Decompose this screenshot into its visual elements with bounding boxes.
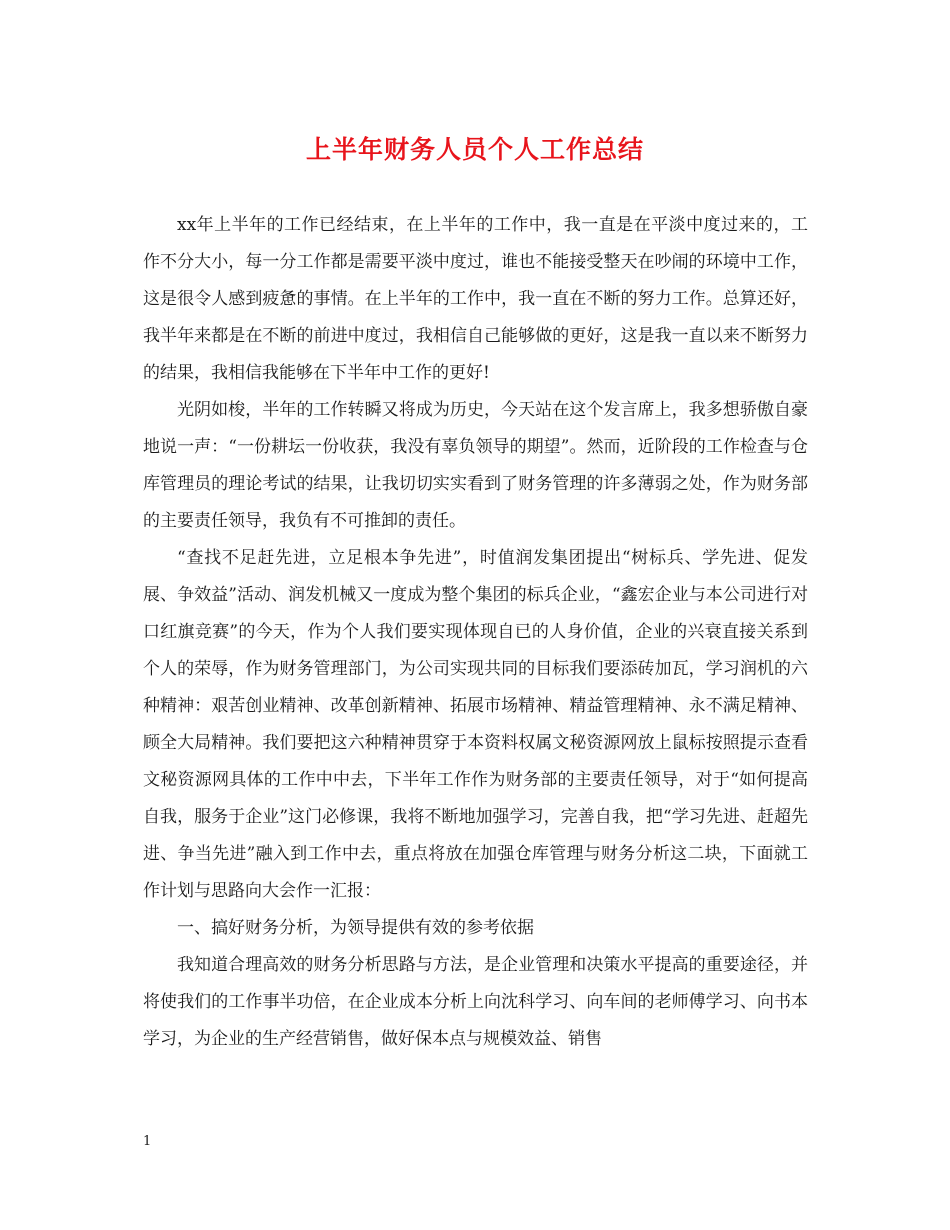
section-heading-1: 一、搞好财务分析，为领导提供有效的参考依据 [177,918,534,938]
paragraph-4: 我知道合理高效的财务分析思路与方法，是企业管理和决策水平提高的重要途径，并将使我们的工作事半功倍，在企业成本分析上向沈科学习、向车间的老师傅学习、向书本学习，为企业的生产经营销售，做好保本点与规模效益、销售 [143,955,808,1049]
document-title: 上半年财务人员个人工作总结 [305,135,644,164]
paragraph-2: 光阴如梭，半年的工作转瞬又将成为历史，今天站在这个发言席上，我多想骄傲自豪地说一声：“一份耕坛一份收获，我没有辜负领导的期望”。然而，近阶段的工作检查与仓库管理员的理论考试的结果，让我切切实实看到了财务管理的许多薄弱之处，作为财务部的主要责任领导，我负有不可推卸的责任。 [143,400,808,531]
document-body [143,207,808,1058]
paragraph-3: “查找不足赶先进，立足根本争先进”，时值润发集团提出“树标兵、学先进、促发展、争效益”活动、润发机械又一度成为整个集团的标兵企业，“鑫宏企业与本公司进行对口红旗竞赛”的今天，作为个人我们要实现体现自已的人身价值，企业的兴衰直接关系到个人的荣辱，作为财务管理部门，为公司实现共同的目标我们要添砖加瓦，学习润机的六种精神：艰苦创业精神、改革创新精神、拓展市场精神、精益管理精神、永不满足精神、顾全大局精神。我们要把这六种精神贯穿于本资料权属文秘资源网放上鼠标按照提示查看文秘资源网具体的工作中中去，下半年工作作为财务部的主要责任领导，对于“如何提高自我，服务于企业”这门必修课，我将不断地加强学习，完善自我，把“学习先进、赶超先进、争当先进”融入到工作中去，重点将放在加强仓库管理与财务分析这二块，下面就工作计划与思路向大会作一汇报： [143,548,808,901]
page-number: 1 [143,1134,152,1149]
paragraph-1: xx年上半年的工作已经结束，在上半年的工作中，我一直是在平淡中度过来的，工作不分大小，每一分工作都是需要平淡中度过，谁也不能接受整天在吵闹的环境中工作，这是很令人感到疲惫的事情。在上半年的工作中，我一直在不断的努力工作。总算还好，我半年来都是在不断的前进中度过，我相信自己能够做的更好，这是我一直以来不断努力的结果，我相信我能够在下半年中工作的更好! [143,215,808,383]
